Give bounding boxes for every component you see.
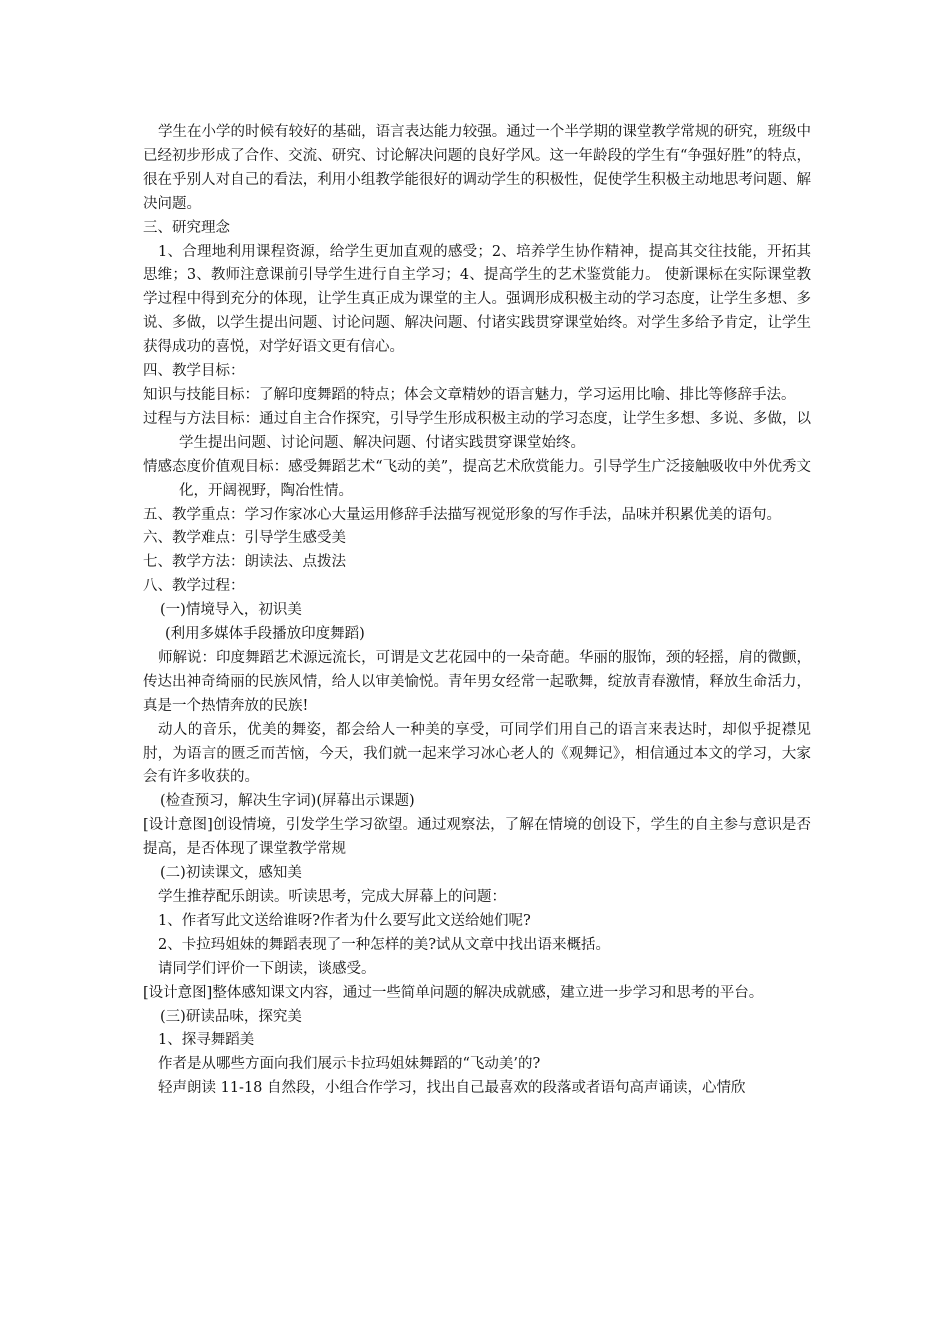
question-flying-beauty: 作者是从哪些方面向我们展示卡拉玛姐妹舞蹈的“飞动美’的? xyxy=(158,1056,541,1073)
question-1: 1、作者写此文送给谁呀?作者为什么要写此文送给她们呢? xyxy=(158,912,531,929)
paragraph-student-analysis: 学生在小学的时候有较好的基础，语言表达能力较强。通过一个半学期的课堂教学常规的研究，班级中已经初步形成了合作、交流、研究、讨论解决问题的良好学风。这一年龄段的学生有“争强好胜”的特点，很在乎别人对自己的看法，利用小组教学能很好的调动学生的积极性，促使学生积极主动地思考问题、解决问题。 xyxy=(143,124,811,212)
heading-research-concept: 三、研究理念 xyxy=(143,219,230,236)
goal-process-method: 过程与方法目标：通过自主合作探究，引导学生形成积极主动的学习态度，让学生多想、多说、多做，以学生提出问题、讨论问题、解决问题、付诸实践贯穿课堂始终。 xyxy=(143,410,811,451)
paragraph-teacher-explanation: 师解说：印度舞蹈艺术源远流长，可谓是文艺花园中的一朵奇葩。华丽的服饰，颈的轻摇，肩的微颤，传达出神奇绮丽的民族风情，给人以审美愉悦。青年男女经常一起歌舞，绽放青春激情，释放生命活力，真是一个热情奔放的民族! xyxy=(143,649,811,714)
subheading-study-reading: (三)研读品味，探究美 xyxy=(160,1008,302,1025)
heading-teaching-difficulty: 六、教学难点：引导学生感受美 xyxy=(143,530,346,547)
item-explore-dance: 1、探寻舞蹈美 xyxy=(158,1032,255,1049)
design-intent-2: [设计意图]整体感知课文内容，通过一些简单问题的解决成就感，建立进一步学习和思考的平台。 xyxy=(143,984,764,1001)
paragraph-music-dance: 动人的音乐，优美的舞姿，都会给人一种美的享受，可同学们用自己的语言来表达时，却似乎捉襟见肘，为语言的匮乏而苦恼，今天，我们就一起来学习冰心老人的《观舞记》，相信通过本文的学习，大家会有许多收获的。 xyxy=(143,721,811,786)
note-check-preview: (检查预习，解决生字词)(屏幕出示课题) xyxy=(160,793,415,810)
design-intent-1: [设计意图]创设情境，引发学生学习欲望。通过观察法，了解在情境的创设下，学生的自主参与意识是否提高，是否体现了课堂教学常规 xyxy=(143,817,811,858)
heading-teaching-process: 八、教学过程： xyxy=(143,578,245,595)
goal-emotion-values: 情感态度价值观目标：感受舞蹈艺术“飞动的美”，提高艺术欣赏能力。引导学生广泛接触吸收中外优秀文化，开阔视野，陶冶性情。 xyxy=(143,458,811,499)
paragraph-research-concept: 1、合理地利用课程资源，给学生更加直观的感受；2、培养学生协作精神，提高其交往技能，开拓其思维；3、教师注意课前引导学生进行自主学习；4、提高学生的艺术鉴赏能力。 使新课标在实际课堂教学过程中得到充分的体现，让学生真正成为课堂的主人。强调形成积极主动的学习态度，让学生多想、多说、多做，以学生提出问题、讨论问题、解决问题、付诸实践贯穿课堂始终。对学生多给予肯定，让学生获得成功的喜悦，对学好语文更有信心。 xyxy=(143,243,811,356)
heading-teaching-goals: 四、教学目标： xyxy=(143,363,245,380)
document-body xyxy=(143,121,811,1101)
goal-knowledge-skills: 知识与技能目标：了解印度舞蹈的特点；体会文章精妙的语言魅力，学习运用比喻、排比等修辞手法。 xyxy=(143,386,796,403)
subheading-first-reading: (二)初读课文，感知美 xyxy=(160,865,302,882)
paragraph-read-aloud: 轻声朗读 11-18 自然段，小组合作学习，找出自己最喜欢的段落或者语句高声诵读，心情欣 xyxy=(158,1080,746,1097)
subheading-situation-intro: (一)情境导入，初识美 xyxy=(160,602,302,619)
heading-teaching-focus: 五、教学重点：学习作家冰心大量运用修辞手法描写视觉形象的写作手法，品味并积累优美的语句。 xyxy=(143,506,781,523)
heading-teaching-method: 七、教学方法：朗读法、点拨法 xyxy=(143,554,346,571)
note-multimedia: (利用多媒体手段播放印度舞蹈) xyxy=(165,626,365,643)
paragraph-evaluate-reading: 请同学们评价一下朗读，谈感受。 xyxy=(158,960,376,977)
paragraph-recommend-reading: 学生推荐配乐朗读。听读思考，完成大屏幕上的问题： xyxy=(158,889,506,905)
question-2: 2、卡拉玛姐妹的舞蹈表现了一种怎样的美?试从文章中找出语来概括。 xyxy=(158,936,610,953)
